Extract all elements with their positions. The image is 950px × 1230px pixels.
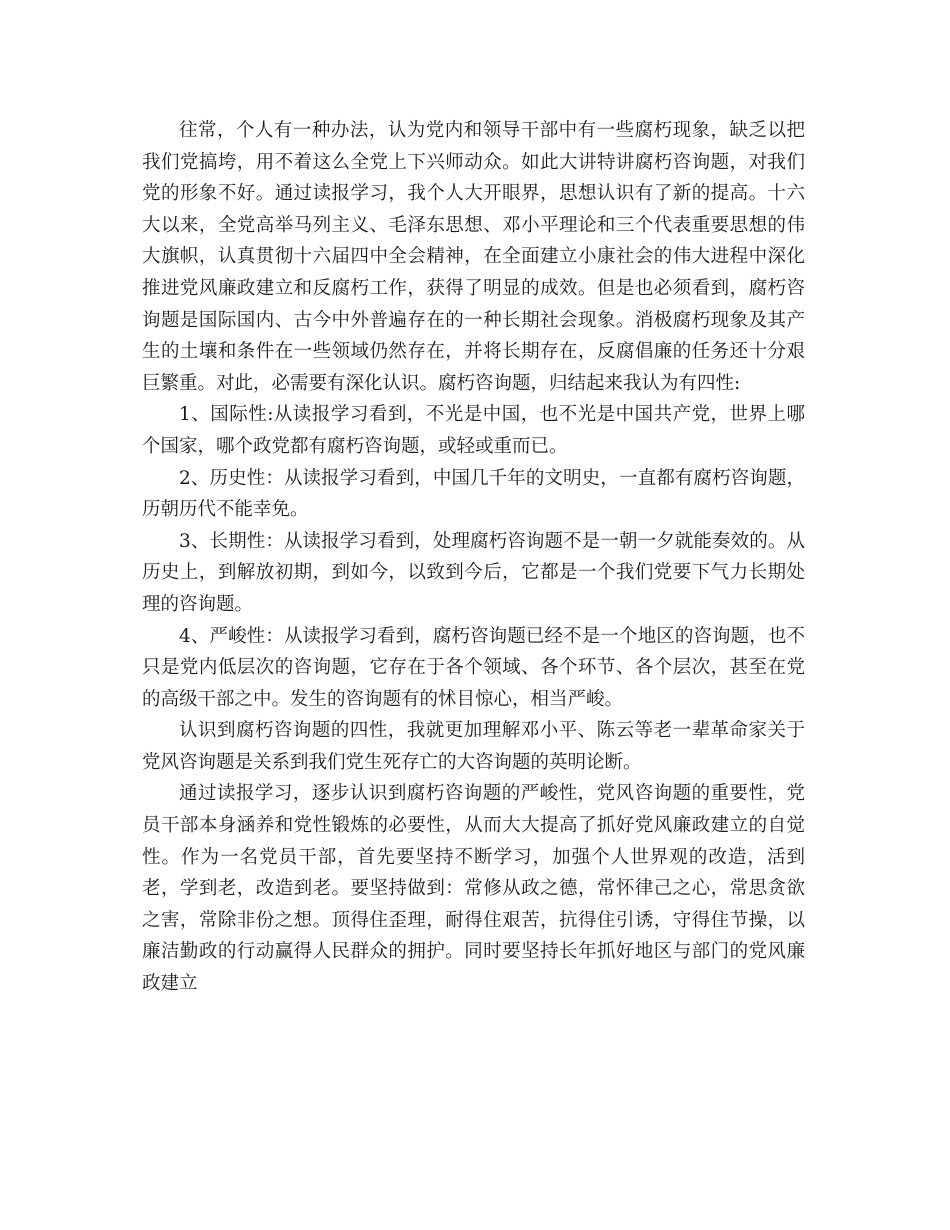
- paragraph-point-4-severity: 4、严峻性：从读报学习看到，腐朽咨询题已经不是一个地区的咨询题，也不只是党内低层次的咨询题，它存在于各个领域、各个环节、各个层次，甚至在党的高级干部之中。发生的咨询题有的怵目惊心，相当严峻。: [142, 625, 805, 710]
- paragraph-understanding: 认识到腐朽咨询题的四性，我就更加理解邓小平、陈云等老一辈革命家关于党风咨询题是关系到我们党生死存亡的大咨询题的英明论断。: [142, 720, 805, 773]
- paragraph-intro: 往常，个人有一种办法，认为党内和领导干部中有一些腐朽现象，缺乏以把我们党搞垮，用不着这么全党上下兴师动众。如此大讲特讲腐朽咨询题，对我们党的形象不好。通过读报学习，我个人大开眼界，思想认识有了新的提高。十六大以来，全党高举马列主义、毛泽东思想、邓小平理论和三个代表重要思想的伟大旗帜，认真贯彻十六届四中全会精神，在全面建立小康社会的伟大进程中深化推进党风廉政建立和反腐朽工作，获得了明显的成效。但是也必须看到，腐朽咨询题是国际国内、古今中外普遍存在的一种长期社会现象。消极腐朽现象及其产生的土壤和条件在一些领域仍然存在，并将长期存在，反腐倡廉的任务还十分艰巨繁重。对此，必需要有深化认识。腐朽咨询题，归结起来我认为有四性:: [142, 120, 805, 394]
- paragraph-point-1-international: 1、国际性:从读报学习看到，不光是中国，也不光是中国共产党，世界上哪个国家，哪个政党都有腐朽咨询题，或轻或重而已。: [142, 404, 805, 457]
- paragraph-conclusion: 通过读报学习，逐步认识到腐朽咨询题的严峻性，党风咨询题的重要性，党员干部本身涵养和党性锻炼的必要性，从而大大提高了抓好党风廉政建立的自觉性。作为一名党员干部，首先要坚持不断学习，加强个人世界观的改造，活到老，学到老，改造到老。要坚持做到：常修从政之德，常怀律己之心，常思贪欲之害，常除非份之想。顶得住歪理，耐得住艰苦，抗得住引诱，守得住节操，以廉洁勤政的行动赢得人民群众的拥护。同时要坚持长年抓好地区与部门的党风廉政建立: [142, 783, 805, 995]
- paragraph-point-2-historical: 2、历史性：从读报学习看到，中国几千年的文明史，一直都有腐朽咨询题，历朝历代不能幸免。: [142, 467, 805, 521]
- paragraph-point-3-long-term: 3、长期性：从读报学习看到，处理腐朽咨询题不是一朝一夕就能奏效的。从历史上，到解放初期，到如今，以致到今后，它都是一个我们党要下气力长期处理的咨询题。: [142, 530, 805, 615]
- document-body: [142, 115, 805, 1000]
